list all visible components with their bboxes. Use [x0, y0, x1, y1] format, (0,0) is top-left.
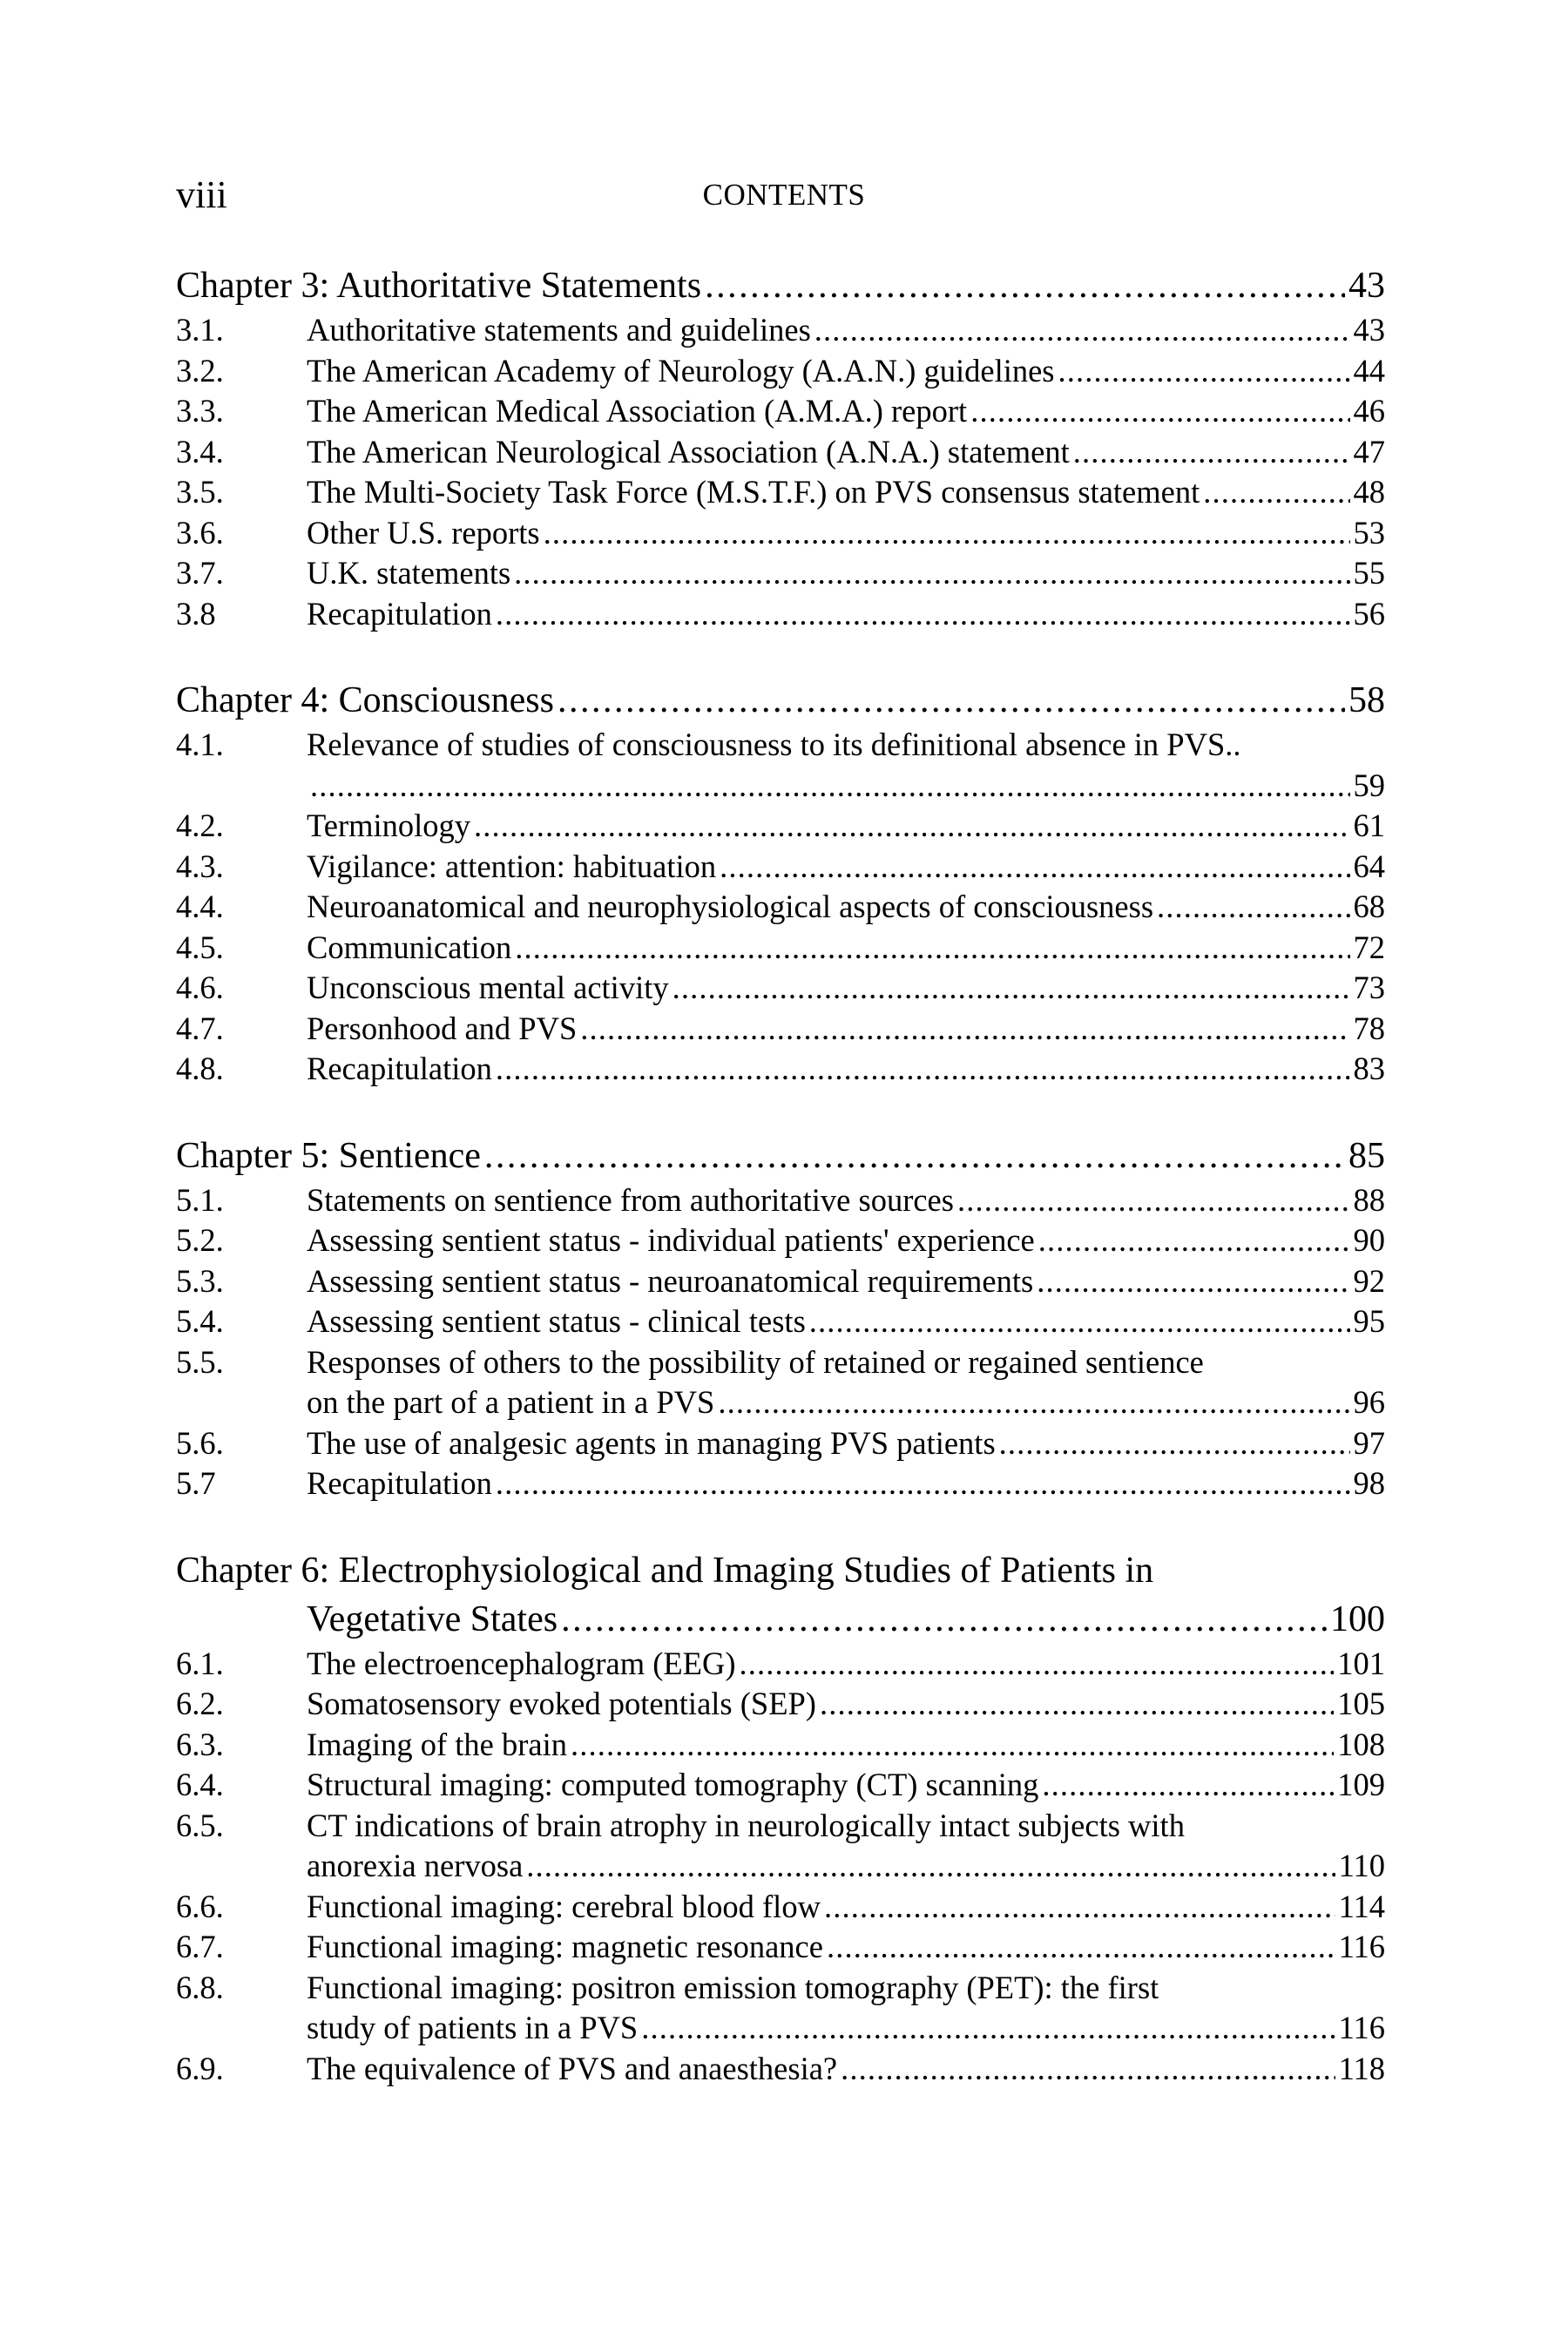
dot-leader [814, 310, 1350, 351]
page-number: 88 [1353, 1181, 1385, 1218]
toc-entry-body [307, 1725, 1385, 1766]
toc-entry-line [307, 310, 1385, 351]
toc-entry-body [307, 1261, 1385, 1302]
section-title: The American Medical Association (A.M.A.) report [307, 393, 968, 429]
chapter-heading-body [176, 1132, 1385, 1180]
toc-entry-line [307, 1220, 1385, 1261]
dot-leader [496, 1463, 1350, 1504]
section-number: 6.1. [176, 1645, 224, 1681]
toc-entry-line [307, 553, 1385, 594]
toc-entry-line [176, 1132, 1385, 1180]
dot-leader [970, 391, 1349, 432]
section-title: Functional imaging: magnetic resonance [307, 1929, 823, 1964]
section-title-first-line: Relevance of studies of consciousness to its definitional absence in PVS.. [307, 727, 1241, 762]
toc-entry-body [307, 847, 1385, 888]
section-title: The electroencephalogram (EEG) [307, 1645, 736, 1681]
section-title: study of patients in a PVS [307, 2010, 639, 2045]
page-number: 90 [1353, 1222, 1385, 1258]
section-title: The equivalence of PVS and anaesthesia? [307, 2050, 838, 2086]
section-title: The use of analgesic agents in managing PVS patients [307, 1424, 996, 1461]
chapter-heading-first-line: Chapter 6: Electrophysiological and Imaging Studies of Patients in [176, 1550, 1154, 1591]
section-title: Recapitulation [307, 1051, 492, 1086]
toc-entry[interactable] [176, 1887, 1385, 1928]
dot-leader [824, 1887, 1335, 1928]
page-number: 116 [1338, 2010, 1385, 2045]
dot-leader [496, 594, 1350, 635]
toc-entry-body [307, 391, 1385, 432]
toc-entry-body [307, 806, 1385, 847]
toc-entry-line [307, 1301, 1385, 1342]
page-folio: viii [176, 173, 227, 216]
section-number: 4.7. [176, 1010, 224, 1046]
toc-entry[interactable] [176, 1684, 1385, 1725]
page-number: 48 [1353, 474, 1385, 510]
chapter-heading[interactable] [176, 676, 1385, 725]
page-number: 78 [1353, 1010, 1385, 1046]
toc-entry-line [307, 472, 1385, 513]
toc-entry-body [307, 1806, 1385, 1887]
page-number: 118 [1338, 2050, 1385, 2086]
page-number: 92 [1353, 1262, 1385, 1299]
section-title: Personhood and PVS [307, 1010, 578, 1046]
dot-leader [526, 1846, 1335, 1887]
section-title: Statements on sentience from authoritative sources [307, 1181, 954, 1218]
toc-entry-body [307, 1049, 1385, 1090]
section-number: 5.4. [176, 1303, 224, 1339]
dot-leader [1037, 1261, 1349, 1302]
section-number: 6.9. [176, 2050, 224, 2086]
chapter-title: Vegetative States [307, 1598, 558, 1639]
section-title: Unconscious mental activity [307, 970, 669, 1005]
chapter-title: Chapter 5: Sentience [176, 1135, 481, 1176]
toc-entry[interactable] [176, 513, 1385, 554]
dot-leader [999, 1423, 1350, 1464]
section-number: 4.4. [176, 889, 224, 924]
dot-leader [514, 553, 1349, 594]
toc-entry[interactable] [176, 1220, 1385, 1261]
dot-leader [496, 1049, 1350, 1090]
section-title: Other U.S. reports [307, 514, 540, 551]
section-number: 4.3. [176, 848, 224, 884]
toc-entry-body [307, 1301, 1385, 1342]
chapter-heading[interactable] [176, 261, 1385, 310]
dot-leader [672, 968, 1350, 1009]
section-number: 4.8. [176, 1051, 224, 1086]
running-head-title: CONTENTS [702, 178, 866, 212]
section-number: 3.7. [176, 555, 224, 591]
toc-entry[interactable] [176, 1765, 1385, 1806]
section-number: 5.2. [176, 1222, 224, 1258]
section-title: The American Academy of Neurology (A.A.N.) guidelines [307, 352, 1055, 389]
section-title: Imaging of the brain [307, 1726, 568, 1762]
section-number: 5.6. [176, 1424, 224, 1461]
page-number: 56 [1353, 595, 1385, 632]
page-number: 68 [1353, 889, 1385, 924]
page-number: 44 [1353, 352, 1385, 389]
toc-entry[interactable] [176, 553, 1385, 594]
toc-entry-line [307, 1009, 1385, 1050]
page-number: 105 [1337, 1686, 1385, 1721]
section-number: 3.8 [176, 595, 216, 632]
dot-leader [1038, 1220, 1350, 1261]
section-title: Authoritative statements and guidelines [307, 312, 811, 348]
toc-entry-body [307, 928, 1385, 969]
page-number: 43 [1353, 312, 1385, 348]
page-number: 55 [1353, 555, 1385, 591]
toc-entry-body [307, 351, 1385, 392]
section-number: 6.5. [176, 1807, 224, 1843]
toc-entry-line [307, 1725, 1385, 1766]
dot-leader [641, 2008, 1335, 2049]
dot-leader [484, 1132, 1345, 1180]
dot-leader [1058, 351, 1350, 392]
section-title: Assessing sentient status - clinical tests [307, 1303, 806, 1339]
table-of-contents [176, 261, 1385, 2131]
toc-entry-line [307, 1261, 1385, 1302]
toc-entry[interactable] [176, 351, 1385, 392]
dot-leader [720, 847, 1349, 888]
chapter-section [176, 261, 1385, 634]
toc-entry-line [307, 391, 1385, 432]
section-number: 3.2. [176, 352, 224, 389]
toc-entry-body [307, 1009, 1385, 1050]
section-title: Somatosensory evoked potentials (SEP) [307, 1686, 816, 1721]
toc-entry-line [307, 513, 1385, 554]
toc-entry[interactable] [176, 2049, 1385, 2090]
section-number: 3.6. [176, 514, 224, 551]
dot-leader [544, 513, 1350, 554]
section-title: Terminology [307, 808, 471, 843]
dot-leader [571, 1725, 1334, 1766]
dot-leader [809, 1301, 1350, 1342]
section-number: 5.1. [176, 1181, 224, 1218]
page-number: 101 [1337, 1645, 1385, 1681]
page-number: 43 [1348, 266, 1385, 306]
toc-entry[interactable] [176, 1180, 1385, 1221]
toc-entry[interactable] [176, 472, 1385, 513]
toc-entry-body [307, 1342, 1385, 1423]
toc-entry-line [307, 1382, 1385, 1423]
toc-entry-line [307, 1927, 1385, 1968]
chapter-heading-body [176, 261, 1385, 310]
toc-entry-line [307, 968, 1385, 1009]
page-number: 95 [1353, 1303, 1385, 1339]
section-number: 4.1. [176, 727, 224, 762]
section-title: Functional imaging: cerebral blood flow [307, 1888, 821, 1924]
toc-entry-line [307, 1595, 1385, 1644]
toc-entry[interactable] [176, 806, 1385, 847]
toc-entry-body [307, 1927, 1385, 1968]
chapter-section [176, 1132, 1385, 1504]
chapter-heading[interactable] [176, 1132, 1385, 1180]
toc-entry-body [307, 513, 1385, 554]
chapter-heading-body [176, 676, 1385, 725]
toc-entry-body [307, 1765, 1385, 1806]
dot-leader [820, 1684, 1334, 1725]
toc-entry-body [307, 432, 1385, 473]
toc-entry[interactable] [176, 1261, 1385, 1302]
toc-entry[interactable] [176, 968, 1385, 1009]
toc-entry[interactable] [176, 1301, 1385, 1342]
dot-leader [1203, 472, 1349, 513]
page-number: 46 [1353, 393, 1385, 429]
toc-entry-line [307, 806, 1385, 847]
section-title: Recapitulation [307, 595, 492, 632]
toc-entry[interactable] [176, 432, 1385, 473]
toc-entry-line [307, 1644, 1385, 1685]
section-title: Structural imaging: computed tomography (CT) scanning [307, 1767, 1039, 1802]
toc-entry[interactable] [176, 391, 1385, 432]
toc-entry-line [307, 1423, 1385, 1464]
toc-entry[interactable] [176, 310, 1385, 351]
toc-entry-line [307, 1887, 1385, 1928]
section-title-first-line: Responses of others to the possibility of retained or regained sentience [307, 1343, 1204, 1380]
page-number: 72 [1353, 929, 1385, 965]
toc-entry[interactable] [176, 887, 1385, 928]
toc-entry[interactable] [176, 725, 1385, 806]
toc-entry-line [307, 1765, 1385, 1806]
toc-entry-line [307, 766, 1385, 807]
toc-entry-line [176, 261, 1385, 310]
chapter-heading[interactable] [176, 1595, 1385, 1644]
toc-entry[interactable] [176, 1342, 1385, 1423]
page-number: 73 [1353, 970, 1385, 1005]
toc-entry[interactable] [176, 1806, 1385, 1887]
section-number: 5.3. [176, 1262, 224, 1299]
section-title: anorexia nervosa [307, 1848, 524, 1883]
chapter-heading-body [307, 1595, 1385, 1644]
toc-entry-line [307, 594, 1385, 635]
section-number: 4.5. [176, 929, 224, 965]
dot-leader [739, 1644, 1334, 1685]
chapter-section [176, 676, 1385, 1090]
toc-entry-line [307, 847, 1385, 888]
toc-entry-body [307, 2049, 1385, 2090]
section-number: 3.1. [176, 312, 224, 348]
toc-entry-body [307, 725, 1385, 806]
section-number: 3.5. [176, 474, 224, 510]
toc-entry-body [307, 1423, 1385, 1464]
toc-entry-body [307, 1968, 1385, 2049]
dot-leader [558, 676, 1345, 725]
toc-entry-body [307, 1463, 1385, 1504]
section-number: 5.7 [176, 1465, 216, 1501]
toc-entry[interactable] [176, 1644, 1385, 1685]
dot-leader [474, 806, 1349, 847]
toc-entry[interactable] [176, 928, 1385, 969]
page-number: 64 [1353, 848, 1385, 884]
section-number: 6.8. [176, 1969, 224, 2005]
toc-entry-line [307, 887, 1385, 928]
chapter-title: Chapter 3: Authoritative Statements [176, 266, 702, 306]
page-number: 83 [1353, 1051, 1385, 1086]
toc-entry-line [307, 1180, 1385, 1221]
toc-entry-line [307, 1684, 1385, 1725]
dot-leader [561, 1595, 1327, 1644]
dot-leader [515, 928, 1349, 969]
section-title: U.K. statements [307, 555, 511, 591]
toc-entry-line [307, 2049, 1385, 2090]
page-number: 114 [1338, 1888, 1385, 1924]
page-number: 61 [1353, 808, 1385, 843]
toc-entry-line [307, 2008, 1385, 2049]
toc-entry-line [307, 928, 1385, 969]
toc-entry-body [307, 1684, 1385, 1725]
toc-entry-body [307, 887, 1385, 928]
section-title: Recapitulation [307, 1465, 492, 1501]
section-number: 6.6. [176, 1888, 224, 1924]
page-number: 47 [1353, 433, 1385, 470]
page-number: 97 [1353, 1424, 1385, 1461]
toc-entry-body [307, 968, 1385, 1009]
section-title: Vigilance: attention: habituation [307, 848, 717, 884]
chapter-section [176, 1546, 1385, 2090]
toc-entry[interactable] [176, 1049, 1385, 1090]
dot-leader [957, 1180, 1350, 1221]
toc-entry[interactable] [176, 847, 1385, 888]
toc-entry-line [307, 1049, 1385, 1090]
toc-entry-body [307, 472, 1385, 513]
page-number: 116 [1338, 1929, 1385, 1964]
section-title: Neuroanatomical and neurophysiological aspects of consciousness [307, 889, 1154, 924]
section-title: Assessing sentient status - individual patients' experience [307, 1222, 1035, 1258]
toc-entry-body [307, 1887, 1385, 1928]
chapter-title: Chapter 4: Consciousness [176, 680, 554, 720]
section-number: 4.6. [176, 970, 224, 1005]
dot-leader [310, 766, 1350, 807]
section-title-first-line: CT indications of brain atrophy in neurologically intact subjects with [307, 1807, 1185, 1843]
toc-entry[interactable] [176, 1463, 1385, 1504]
section-title: The Multi-Society Task Force (M.S.T.F.) on PVS consensus statement [307, 474, 1200, 510]
toc-entry[interactable] [176, 1927, 1385, 1968]
page-number: 59 [1353, 767, 1385, 803]
section-number: 6.7. [176, 1929, 224, 1964]
section-number: 6.4. [176, 1767, 224, 1802]
page-number: 100 [1330, 1598, 1385, 1639]
toc-entry-line [176, 676, 1385, 725]
section-title: Communication [307, 929, 512, 965]
section-title-first-line: Functional imaging: positron emission tomography (PET): the first [307, 1969, 1159, 2005]
page-number: 58 [1348, 680, 1385, 720]
toc-entry-body [307, 1220, 1385, 1261]
section-title: The American Neurological Association (A.N.A.) statement [307, 433, 1070, 470]
section-number: 4.2. [176, 808, 224, 843]
dot-leader [1073, 432, 1350, 473]
toc-entry[interactable] [176, 1009, 1385, 1050]
toc-entry[interactable] [176, 1968, 1385, 2049]
toc-entry-body [307, 1644, 1385, 1685]
toc-entry-body [307, 310, 1385, 351]
section-title: on the part of a patient in a PVS [307, 1384, 715, 1420]
dot-leader [1157, 887, 1349, 928]
dot-leader [841, 2049, 1335, 2090]
page-number: 110 [1338, 1848, 1385, 1883]
toc-entry-line [307, 1846, 1385, 1887]
section-number: 3.4. [176, 433, 224, 470]
toc-entry[interactable] [176, 1423, 1385, 1464]
toc-entry-line [307, 351, 1385, 392]
page-number: 98 [1353, 1465, 1385, 1501]
page-number: 108 [1337, 1726, 1385, 1762]
dot-leader [705, 261, 1345, 310]
section-number: 6.3. [176, 1726, 224, 1762]
page-number: 96 [1353, 1384, 1385, 1420]
toc-entry-body [307, 594, 1385, 635]
dot-leader [827, 1927, 1335, 1968]
page-number: 53 [1353, 514, 1385, 551]
toc-entry-line [307, 432, 1385, 473]
section-number: 3.3. [176, 393, 224, 429]
section-number: 6.2. [176, 1686, 224, 1721]
toc-entry[interactable] [176, 1725, 1385, 1766]
toc-entry[interactable] [176, 594, 1385, 635]
section-title: Assessing sentient status - neuroanatomical requirements [307, 1262, 1034, 1299]
dot-leader [1042, 1765, 1334, 1806]
page-number: 109 [1337, 1767, 1385, 1802]
dot-leader [718, 1382, 1349, 1423]
toc-entry-body [307, 553, 1385, 594]
dot-leader [580, 1009, 1349, 1050]
section-number: 5.5. [176, 1343, 224, 1380]
page-number: 85 [1348, 1135, 1385, 1176]
toc-entry-body [307, 1180, 1385, 1221]
running-head [0, 172, 1568, 216]
toc-entry-line [307, 1463, 1385, 1504]
